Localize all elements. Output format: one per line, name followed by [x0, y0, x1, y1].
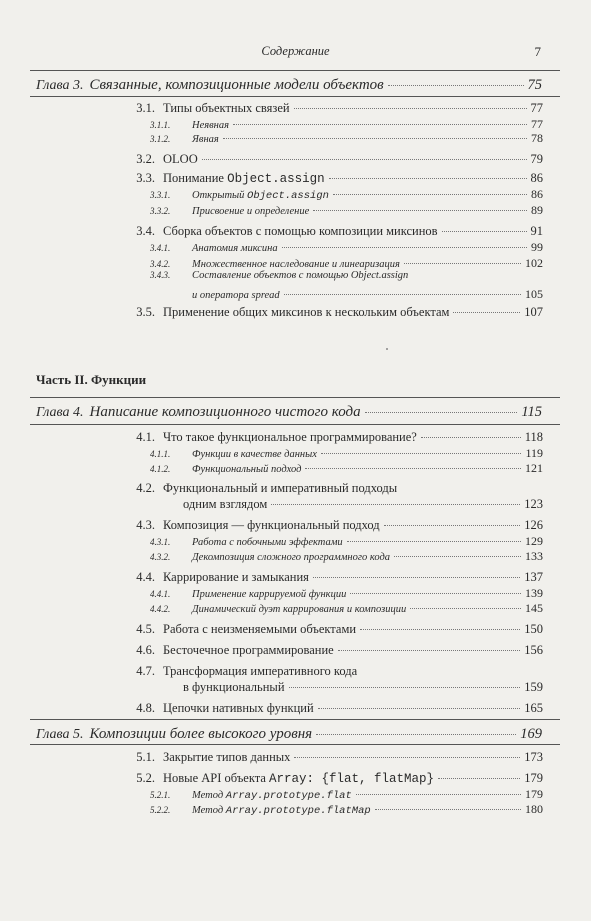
leader-dots — [356, 794, 521, 795]
subsection-page: 139 — [525, 586, 543, 600]
subsection-title: Присвоение и определение — [192, 206, 310, 217]
section-number: 5.2. — [136, 771, 155, 785]
section-title — [163, 171, 325, 186]
section-title: Каррирование и замыкания — [163, 570, 309, 584]
subsection-page: 121 — [525, 461, 543, 475]
section-page: 77 — [530, 101, 543, 115]
section-number: 3.1. — [136, 101, 155, 115]
print-speck — [386, 348, 388, 350]
toc-subsection-4-1-2[interactable] — [150, 461, 543, 476]
section-page: 91 — [530, 224, 543, 238]
leader-dots — [313, 210, 527, 211]
section-number: 4.3. — [136, 518, 155, 532]
toc-section-4-7-line2[interactable] — [110, 680, 543, 695]
toc-section-5-2[interactable] — [110, 771, 543, 786]
section-number: 4.7. — [136, 664, 155, 678]
subsection-number: 3.1.1. — [150, 120, 171, 130]
chapter-rule-bottom — [30, 744, 560, 745]
chapter-page: 75 — [527, 77, 542, 93]
leader-dots — [333, 194, 527, 195]
subsection-title: Динамический дуэт каррирования и композиции — [192, 604, 407, 615]
subsection-page: 129 — [525, 534, 543, 548]
toc-subsection-5-2-2[interactable] — [150, 802, 543, 817]
chapter-rule-top — [30, 70, 560, 71]
subsection-page: 99 — [531, 240, 543, 254]
title-code: Array.prototype.flat — [225, 790, 352, 802]
leader-dots — [350, 593, 521, 594]
chapter-title: Написание композиционного чистого кода — [89, 404, 361, 420]
title-text: Новые API объекта — [163, 771, 266, 785]
subsection-number: 4.1.1. — [150, 449, 171, 459]
subsection-title: Декомпозиция сложного программного кода — [192, 552, 391, 563]
leader-dots — [271, 504, 520, 505]
subsection-number: 4.3.1. — [150, 537, 171, 547]
subsection-page: 86 — [531, 187, 543, 201]
leader-dots — [316, 734, 516, 735]
section-title: Сборка объектов с помощью композиции миксинов — [163, 224, 438, 238]
section-page: 137 — [524, 570, 543, 584]
chapter-rule-bottom — [30, 96, 560, 97]
leader-dots — [233, 124, 527, 125]
chapter-rule-top — [30, 397, 560, 398]
toc-section-3-2[interactable] — [110, 152, 543, 167]
toc-chapter-3[interactable] — [36, 77, 542, 94]
subsection-page: 78 — [531, 131, 543, 145]
subsection-number: 5.2.1. — [150, 790, 171, 800]
toc-chapter-4[interactable] — [36, 404, 542, 421]
chapter-number: Глава 3. — [36, 78, 84, 93]
subsection-title: Функции в качестве данных — [192, 449, 317, 460]
leader-dots — [282, 247, 527, 248]
toc-section-3-4[interactable] — [110, 224, 543, 239]
subsection-number: 3.4.2. — [150, 259, 171, 269]
subsection-title-continued: и оператора spread — [192, 290, 280, 301]
subsection-title: Составление объектов с помощью Object.assign — [192, 270, 409, 281]
toc-section-4-7-line1[interactable] — [110, 664, 543, 679]
toc-section-4-1[interactable] — [110, 430, 543, 445]
leader-dots — [347, 541, 521, 542]
section-title: Трансформация императивного кода — [163, 664, 358, 678]
title-code: Array: {flat, flatMap} — [269, 772, 435, 786]
toc-subsection-3-1-2[interactable] — [150, 131, 543, 146]
toc-subsection-4-3-2[interactable] — [150, 549, 543, 564]
toc-section-4-6[interactable] — [110, 643, 543, 658]
subsection-number: 4.1.2. — [150, 464, 171, 474]
toc-subsection-3-4-2[interactable] — [150, 256, 543, 271]
section-page: 173 — [524, 750, 543, 764]
section-title: Композиция — функциональный подход — [163, 518, 380, 532]
subsection-number: 3.4.3. — [150, 270, 171, 280]
section-title: Что такое функциональное программирование? — [163, 430, 417, 444]
title-code: Object.assign — [247, 190, 329, 202]
leader-dots — [365, 412, 518, 413]
section-page: 123 — [524, 497, 543, 511]
toc-section-3-5[interactable] — [110, 305, 543, 320]
subsection-number: 4.4.2. — [150, 604, 171, 614]
section-title-continued: одним взглядом — [183, 497, 268, 511]
subsection-title: Неявная — [192, 120, 230, 131]
leader-dots — [388, 85, 524, 86]
leader-dots — [202, 159, 527, 160]
subsection-number: 3.3.2. — [150, 206, 171, 216]
toc-subsection-3-1-1[interactable] — [150, 117, 543, 132]
toc-section-4-5[interactable] — [110, 622, 543, 637]
section-number: 4.2. — [136, 481, 155, 495]
toc-section-4-2-line1[interactable] — [110, 481, 543, 496]
toc-subsection-3-3-2[interactable] — [150, 203, 543, 218]
title-text: Открытый — [192, 190, 245, 201]
section-title: Типы объектных связей — [163, 101, 290, 115]
subsection-title: Явная — [192, 134, 219, 145]
subsection-number: 5.2.2. — [150, 805, 171, 815]
chapter-page: 169 — [520, 726, 542, 742]
section-number: 3.2. — [136, 152, 155, 166]
title-text: Метод — [192, 790, 224, 801]
toc-section-4-8[interactable] — [110, 701, 543, 716]
section-page: 165 — [524, 701, 543, 715]
toc-subsection-4-1-1[interactable] — [150, 446, 543, 461]
section-title-continued: в функциональный — [183, 680, 285, 694]
section-page: 118 — [524, 430, 543, 444]
leader-dots — [318, 708, 521, 709]
subsection-number: 4.4.1. — [150, 589, 171, 599]
leader-dots — [305, 468, 521, 469]
leader-dots — [438, 778, 520, 779]
toc-section-5-1[interactable] — [110, 750, 543, 765]
subsection-title: Применение каррируемой функции — [192, 589, 347, 600]
toc-subsection-5-2-1[interactable] — [150, 787, 543, 802]
section-title: Работа с неизменяемыми объектами — [163, 622, 357, 636]
chapter-title: Композиции более высокого уровня — [89, 726, 313, 742]
toc-chapter-5[interactable] — [36, 726, 542, 743]
leader-dots — [313, 577, 520, 578]
section-number: 3.5. — [136, 305, 155, 319]
subsection-title — [192, 790, 352, 802]
leader-dots — [294, 757, 520, 758]
leader-dots — [375, 809, 521, 810]
leader-dots — [404, 263, 521, 264]
title-text: Метод — [192, 805, 224, 816]
toc-section-3-3[interactable] — [110, 171, 543, 186]
leader-dots — [223, 138, 527, 139]
leader-dots — [329, 178, 527, 179]
subsection-page: 89 — [531, 203, 543, 217]
section-number: 4.4. — [136, 570, 155, 584]
subsection-number: 3.1.2. — [150, 134, 171, 144]
section-page: 107 — [524, 305, 543, 319]
section-title: Бесточечное программирование — [163, 643, 334, 657]
title-text: Понимание — [163, 171, 224, 185]
toc-section-4-4[interactable] — [110, 570, 543, 585]
subsection-number: 3.4.1. — [150, 243, 171, 253]
subsection-number: 4.3.2. — [150, 552, 171, 562]
leader-dots — [284, 294, 521, 295]
section-title: Применение общих миксинов к нескольким объектам — [163, 305, 450, 319]
subsection-page: 77 — [531, 117, 543, 131]
leader-dots — [394, 556, 521, 557]
section-page: 126 — [524, 518, 543, 532]
chapter-page: 115 — [521, 404, 542, 420]
chapter-number: Глава 4. — [36, 405, 84, 420]
subsection-page: 119 — [525, 446, 543, 460]
toc-subsection-3-3-1[interactable] — [150, 187, 543, 202]
section-page: 150 — [524, 622, 543, 636]
section-number: 3.4. — [136, 224, 155, 238]
section-number: 5.1. — [136, 750, 155, 764]
subsection-page: 179 — [525, 787, 543, 801]
page-number: 7 — [534, 44, 541, 59]
title-code: Object.assign — [227, 172, 325, 186]
leader-dots — [453, 312, 520, 313]
leader-dots — [442, 231, 527, 232]
section-page: 86 — [530, 171, 543, 185]
leader-dots — [421, 437, 521, 438]
chapter-rule-top — [30, 719, 560, 720]
subsection-title: Множественное наследование и линеаризация — [192, 259, 400, 270]
subsection-page: 145 — [525, 601, 543, 615]
leader-dots — [360, 629, 520, 630]
section-title: Функциональный и императивный подходы — [163, 481, 398, 495]
title-code: Array.prototype.flatMap — [225, 805, 371, 817]
toc-subsection-4-3-1[interactable] — [150, 534, 543, 549]
toc-subsection-4-4-2[interactable] — [150, 601, 543, 616]
subsection-page: 102 — [525, 256, 543, 270]
section-number: 4.6. — [136, 643, 155, 657]
subsection-page: 180 — [525, 802, 543, 816]
leader-dots — [289, 687, 521, 688]
subsection-title: Функциональный подход — [192, 464, 302, 475]
subsection-title: Работа с побочными эффектами — [192, 537, 343, 548]
section-page: 159 — [524, 680, 543, 694]
chapter-rule-bottom — [30, 424, 560, 425]
section-title: OLOO — [163, 152, 198, 166]
subsection-page: 133 — [525, 549, 543, 563]
toc-subsection-4-4-1[interactable] — [150, 586, 543, 601]
section-title: Цепочки нативных функций — [163, 701, 314, 715]
running-title: Содержание — [261, 44, 330, 58]
subsection-number: 3.3.1. — [150, 190, 171, 200]
toc-section-3-1[interactable] — [110, 101, 543, 116]
section-page: 179 — [524, 771, 543, 785]
toc-subsection-3-4-3-line2[interactable] — [150, 287, 543, 302]
section-page: 79 — [530, 152, 543, 166]
section-number: 4.1. — [136, 430, 155, 444]
chapter-title: Связанные, композиционные модели объектов — [89, 77, 384, 93]
subsection-title: Анатомия миксина — [192, 243, 278, 254]
subsection-title — [192, 805, 371, 817]
leader-dots — [321, 453, 522, 454]
section-number: 4.8. — [136, 701, 155, 715]
part-heading[interactable]: Часть II. Функции — [36, 372, 147, 387]
section-page: 156 — [524, 643, 543, 657]
toc-section-4-3[interactable] — [110, 518, 543, 533]
leader-dots — [410, 608, 521, 609]
toc-subsection-3-4-1[interactable] — [150, 240, 543, 255]
section-number: 3.3. — [136, 171, 155, 185]
subsection-page: 105 — [525, 287, 543, 301]
leader-dots — [294, 108, 527, 109]
section-title — [163, 771, 434, 786]
section-title: Закрытие типов данных — [163, 750, 291, 764]
leader-dots — [338, 650, 521, 651]
section-number: 4.5. — [136, 622, 155, 636]
running-header — [0, 44, 591, 64]
subsection-title — [192, 190, 329, 202]
toc-section-4-2-line2[interactable] — [110, 497, 543, 512]
toc-subsection-3-4-3-line1[interactable] — [150, 270, 543, 281]
chapter-number: Глава 5. — [36, 727, 84, 742]
leader-dots — [384, 525, 521, 526]
